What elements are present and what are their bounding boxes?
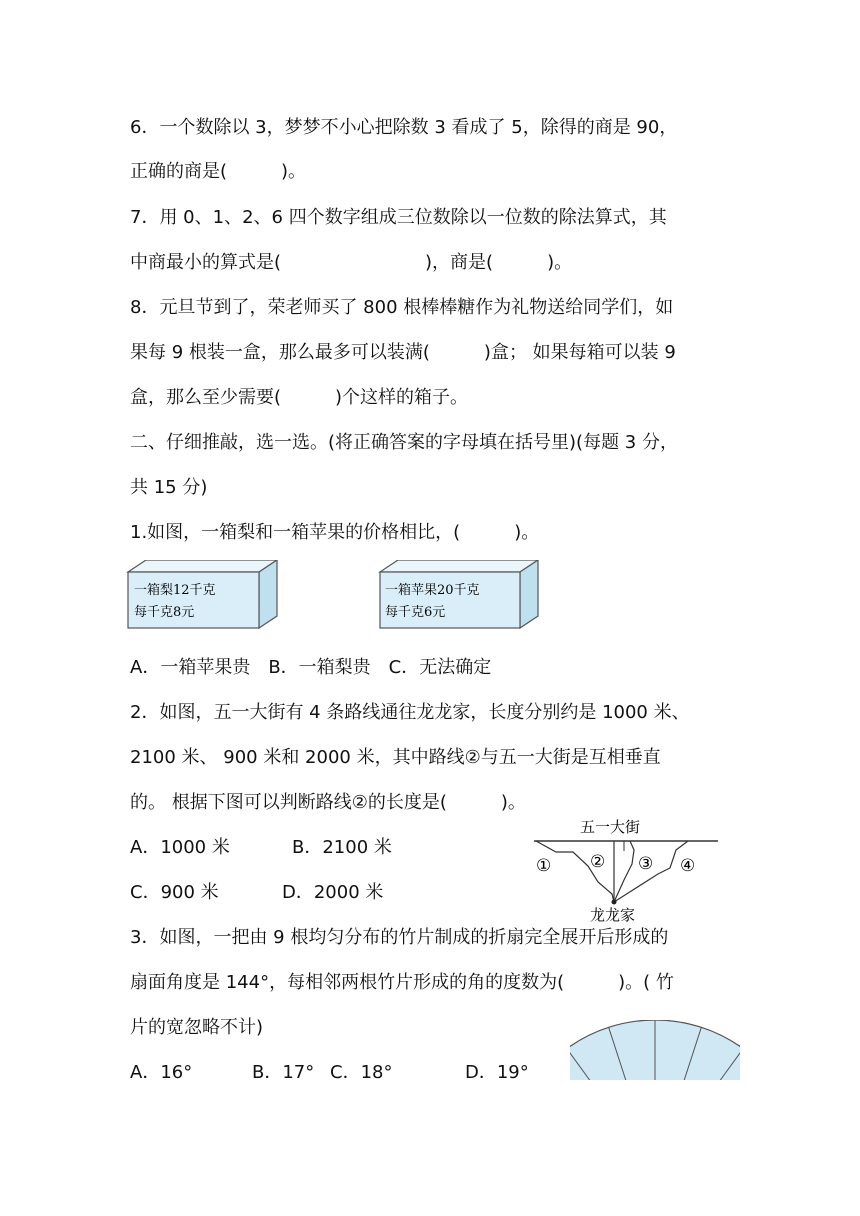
mc-2-option-d: D．2000 米 xyxy=(282,882,384,903)
home-point xyxy=(612,900,617,905)
home-label: 龙龙家 xyxy=(590,906,636,924)
mc-2-line-3: 的。 根据下图可以判断路线②的长度是( )。 xyxy=(130,792,526,813)
fan xyxy=(570,1020,740,1080)
pear-box-line-2: 每千克8元 xyxy=(134,605,195,620)
question-8-line-1: 8．元旦节到了，荣老师买了 800 根棒棒糖作为礼物送给同学们，如 xyxy=(130,297,674,318)
street-label: 五一大街 xyxy=(580,818,641,836)
section-2-heading-line-1: 二、仔细推敲，选一选。(将正确答案的字母填在括号里)(每题 3 分， xyxy=(130,432,678,453)
mc-1-options: A．一箱苹果贵 B．一箱梨贵 C．无法确定 xyxy=(130,657,492,678)
mc-3-line-2: 扇面角度是 144°，每相邻两根竹片形成的角的度数为( )。( 竹 xyxy=(130,972,674,993)
mc-2-option-a: A．1000 米 xyxy=(130,837,230,858)
section-2-heading-line-2: 共 15 分) xyxy=(130,477,208,498)
route-4-label: ④ xyxy=(680,856,696,876)
route-2-label: ② xyxy=(590,852,606,872)
question-7-line-2: 中商最小的算式是( )，商是( )。 xyxy=(130,252,573,273)
question-8-line-2: 果每 9 根装一盒，那么最多可以装满( )盒； 如果每箱可以装 9 xyxy=(130,342,676,363)
apple-box-line-1: 一箱苹果20千克 xyxy=(385,583,480,598)
mc-3-option-c: C．18° xyxy=(330,1062,393,1083)
mc-3-line-3: 片的宽忽略不计) xyxy=(130,1017,264,1038)
route-map-figure xyxy=(528,814,728,924)
folding-fan-figure xyxy=(570,1020,740,1080)
question-8-line-3: 盒，那么至少需要( )个这样的箱子。 xyxy=(130,387,469,408)
price-boxes-figure xyxy=(122,560,542,634)
apple-box xyxy=(380,560,538,628)
mc-2-line-1: 2．如图，五一大街有 4 条路线通往龙龙家，长度分别约是 1000 米、 xyxy=(130,702,690,723)
mc-3-line-1: 3．如图，一把由 9 根均匀分布的竹片制成的折扇完全展开后形成的 xyxy=(130,927,669,948)
mc-2-option-c: C．900 米 xyxy=(130,882,219,903)
right-angle-mark xyxy=(614,841,624,851)
mc-1-question: 1.如图，一箱梨和一箱苹果的价格相比，( )。 xyxy=(130,522,540,543)
apple-box-line-2: 每千克6元 xyxy=(385,605,446,620)
route-3-label: ③ xyxy=(638,854,654,874)
question-7-line-1: 7．用 0、1、2、6 四个数字组成三位数除以一位数的除法算式，其 xyxy=(130,207,667,228)
mc-2-line-2: 2100 米、 900 米和 2000 米，其中路线②与五一大街是互相垂直 xyxy=(130,747,661,768)
pear-box xyxy=(128,560,277,628)
pear-box-line-1: 一箱梨12千克 xyxy=(134,583,216,598)
mc-3-option-b: B．17° xyxy=(252,1062,315,1083)
mc-2-option-b: B．2100 米 xyxy=(292,837,392,858)
mc-3-option-d: D．19° xyxy=(465,1062,529,1083)
mc-3-option-a: A．16° xyxy=(130,1062,193,1083)
question-6-line-2: 正确的商是( )。 xyxy=(130,161,307,182)
question-6-line-1: 6．一个数除以 3，梦梦不小心把除数 3 看成了 5，除得的商是 90， xyxy=(130,117,678,138)
route-1-label: ① xyxy=(536,856,552,876)
